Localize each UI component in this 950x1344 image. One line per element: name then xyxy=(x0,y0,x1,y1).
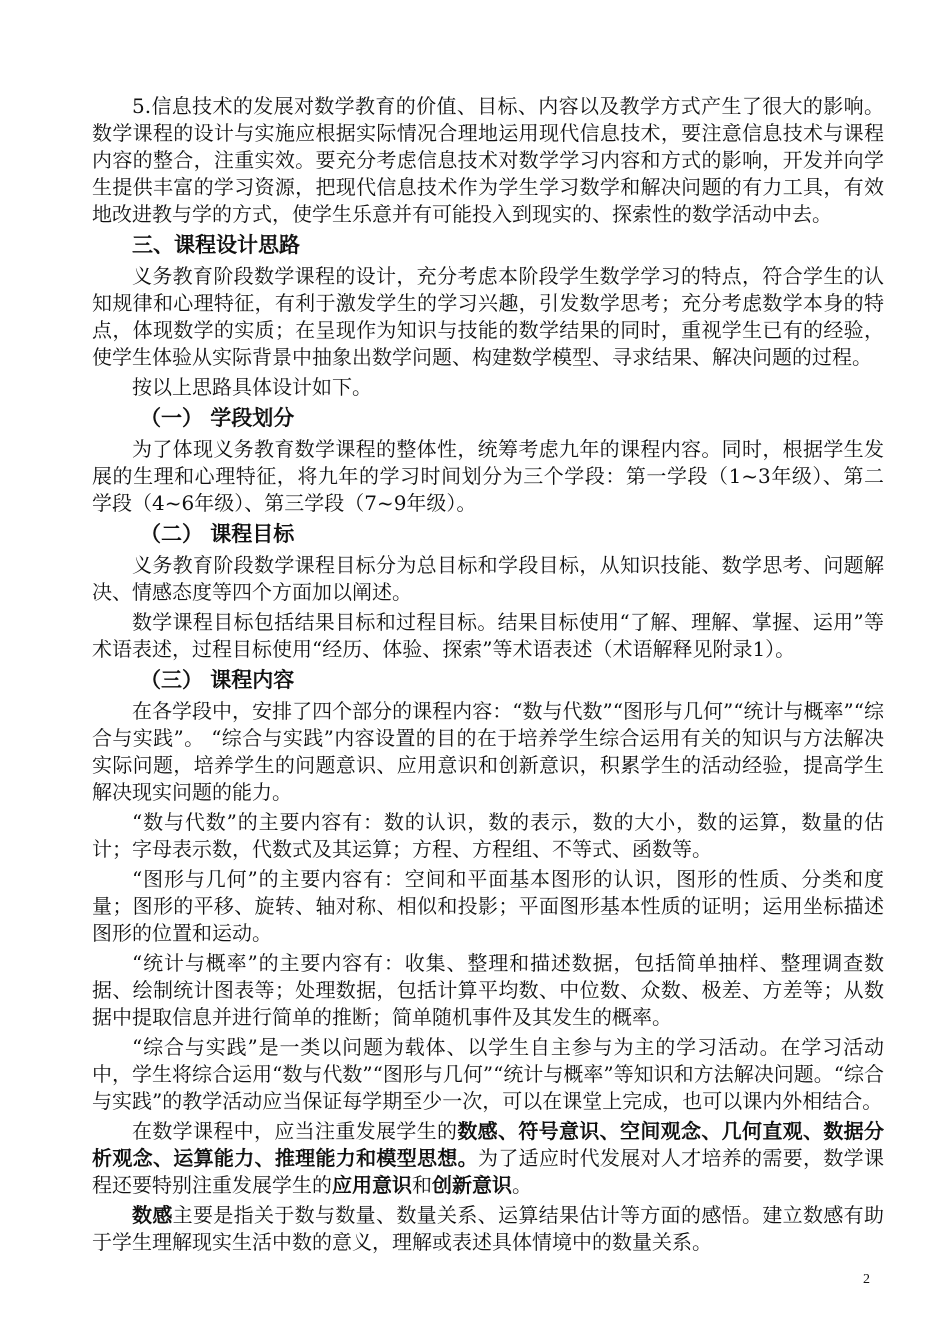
paragraph-goals-1: 义务教育阶段数学课程目标分为总目标和学段目标，从知识技能、数学思考、问题解决、情感态度等四个方面加以阐述。 xyxy=(92,553,884,604)
page-number: 2 xyxy=(863,1272,870,1287)
concepts-bold-list: 数感、符号意识、空间观念、几何直观、数据分析观念、运算能力、推理能力和模型思想。 xyxy=(92,1119,885,1170)
paragraph-design-follow: 按以上思路具体设计如下。 xyxy=(132,375,372,399)
paragraph-stages: 为了体现义务教育数学课程的整体性，统筹考虑九年的课程内容。同时，根据学生发展的生理和心理特征，将九年的学习时间划分为三个学段：第一学段（1~3年级）、第二学段（4~6年级）、第三学段（7~9年级）。 xyxy=(92,437,884,515)
subheading-goals: （二） 课程目标 xyxy=(140,522,295,546)
paragraph-core-concepts xyxy=(92,1118,884,1199)
paragraph-content-intro: 在各学段中，安排了四个部分的课程内容：“数与代数”“图形与几何”“统计与概率”“综合与实践”。 “综合与实践”内容设置的目的在于培养学生综合运用有关的知识与方法解决实际问题，培养学生的问题意识、应用意识和创新意识，积累学生的活动经验，提高学生解决现实问题的能力。 xyxy=(92,699,884,804)
paragraph-number-sense xyxy=(92,1202,884,1256)
paragraph-statistics: “统计与概率”的主要内容有：收集、整理和描述数据，包括简单抽样、整理调查数据、绘制统计图表等；处理数据，包括计算平均数、中位数、众数、极差、方差等；从数据中提取信息并进行简单的推断；简单随机事件及其发生的概率。 xyxy=(92,951,884,1029)
paragraph-geometry: “图形与几何”的主要内容有：空间和平面基本图形的认识，图形的性质、分类和度量；图形的平移、旋转、轴对称、相似和投影；平面图形基本性质的证明；运用坐标描述图形的位置和运动。 xyxy=(92,867,884,945)
paragraph-algebra: “数与代数”的主要内容有：数的认识，数的表示，数的大小，数的运算，数量的估计；字母表示数，代数式及其运算；方程、方程组、不等式、函数等。 xyxy=(92,810,884,861)
paragraph-goals-2: 数学课程目标包括结果目标和过程目标。结果目标使用“了解、理解、掌握、运用”等术语表述，过程目标使用“经历、体验、探索”等术语表述（术语解释见附录1）。 xyxy=(92,610,884,661)
paragraph-info-tech: 5.信息技术的发展对数学教育的价值、目标、内容以及教学方式产生了很大的影响。数学课程的设计与实施应根据实际情况合理地运用现代信息技术，要注意信息技术与课程内容的整合，注重实效。要充分考虑信息技术对数学学习内容和方式的影响，开发并向学生提供丰富的学习资源，把现代信息技术作为学生学习数学和解决问题的有力工具，有效地改进教与学的方式，使学生乐意并有可能投入到现实的、探索性的数学活动中去。 xyxy=(92,94,884,226)
paragraph-practice: “综合与实践”是一类以问题为载体、以学生自主参与为主的学习活动。在学习活动中，学生将综合运用“数与代数”“图形与几何”“统计与概率”等知识和方法解决问题。“综合与实践”的教学活动应当保证每学期至少一次，可以在课堂上完成，也可以课内外相结合。 xyxy=(92,1035,884,1113)
concepts-bold-innovation: 创新意识 xyxy=(432,1173,512,1197)
concepts-text-pre: 在数学课程中，应当注重发展学生的 xyxy=(132,1119,458,1143)
number-sense-term: 数感 xyxy=(132,1203,173,1227)
concepts-bold-application: 应用意识 xyxy=(332,1173,412,1197)
concepts-text-mid: 为了适应时代发展对人才培养的需要，数学课程还要特别注重发展学生的 xyxy=(92,1146,884,1197)
document-body xyxy=(92,93,884,1259)
paragraph-design-intro: 义务教育阶段数学课程的设计，充分考虑本阶段学生数学学习的特点，符合学生的认知规律和心理特征，有利于激发学生的学习兴趣，引发数学思考；充分考虑数学本身的特点，体现数学的实质；在呈现作为知识与技能的数学结果的同时，重视学生已有的经验，使学生体验从实际背景中抽象出数学问题、构建数学模型、寻求结果、解决问题的过程。 xyxy=(92,264,884,369)
section-heading-course-design: 三、课程设计思路 xyxy=(132,233,300,257)
subheading-content: （三） 课程内容 xyxy=(140,668,295,692)
subheading-stages: （一） 学段划分 xyxy=(140,406,295,430)
concepts-text-end: 。 xyxy=(512,1173,532,1197)
number-sense-text: 主要是指关于数与数量、数量关系、运算结果估计等方面的感悟。建立数感有助于学生理解现实生活中数的意义，理解或表述具体情境中的数量关系。 xyxy=(92,1203,885,1254)
concepts-text-and: 和 xyxy=(412,1173,432,1197)
